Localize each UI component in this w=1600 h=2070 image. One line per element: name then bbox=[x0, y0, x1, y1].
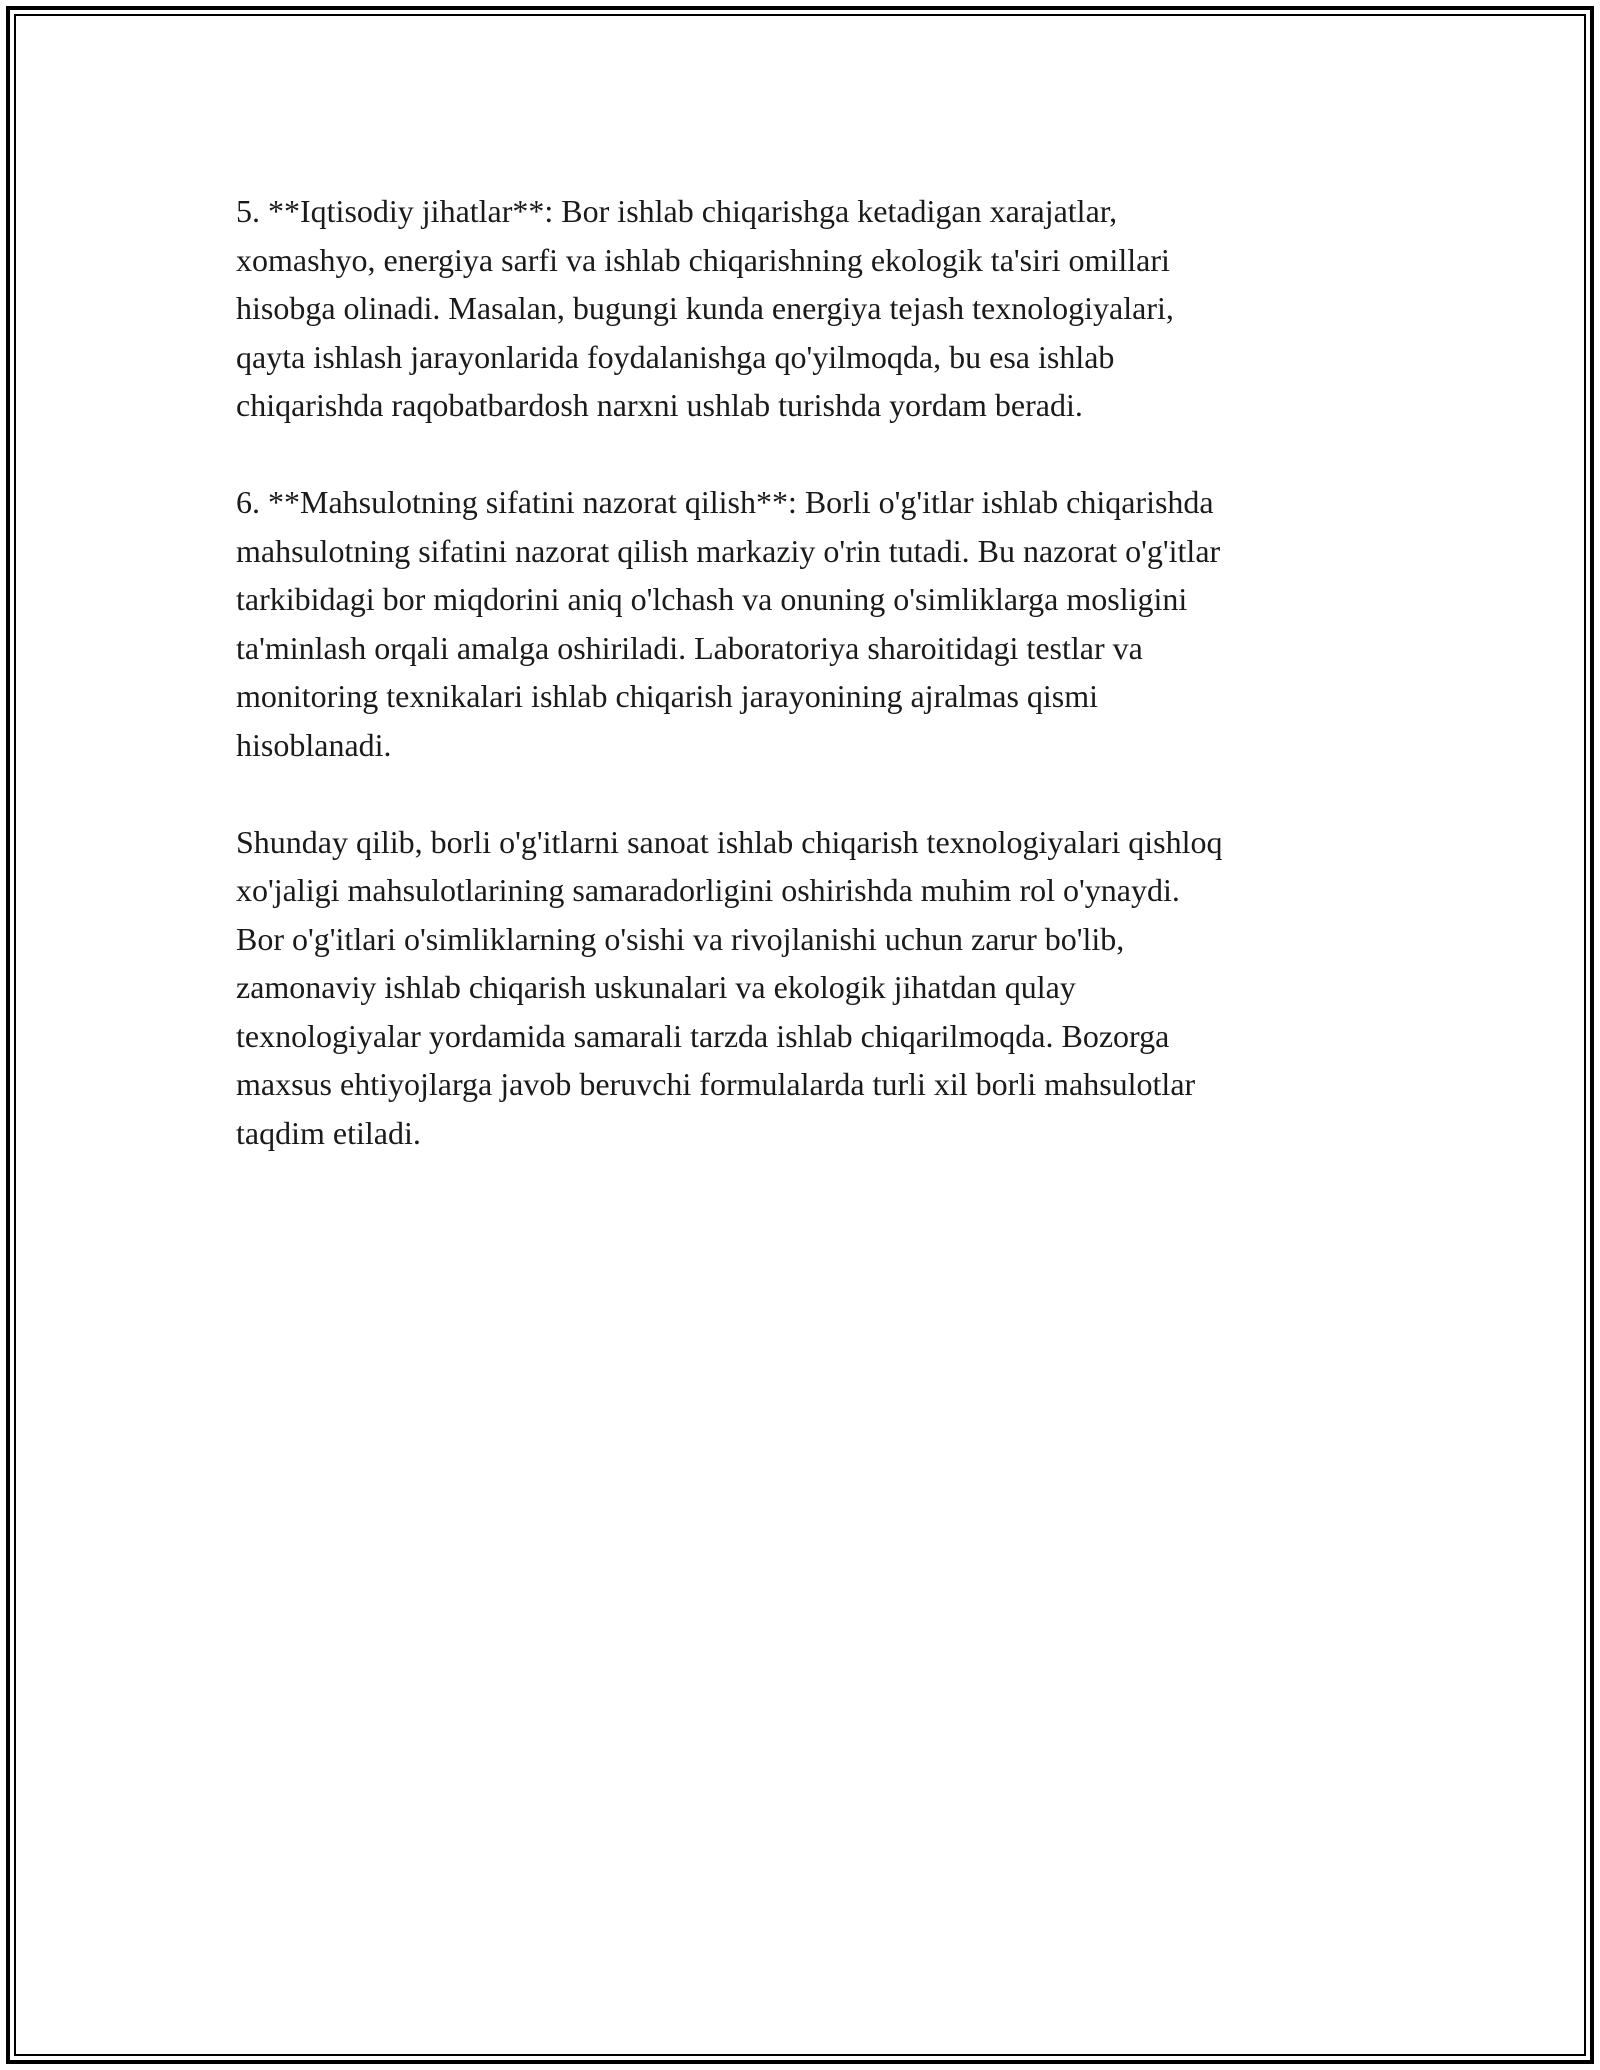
paragraph-economic-aspects: 5. **Iqtisodiy jihatlar**: Bor ishlab chiqarishga ketadigan xarajatlar, xomashyo, energiya sarfi va ishlab chiqarishning ekologik ta'siri omillari hisobga olinadi. Masalan, bugungi kunda energiya tejash texnologiyalari, qayta ishlash jarayonlarida foydalanishga qo'yilmoqda, bu esa ishlab chiqarishda raqobatbardosh narxni ushlab turishda yordam beradi. bbox=[236, 193, 1174, 423]
document-body bbox=[236, 187, 1386, 1206]
paragraph-quality-control: 6. **Mahsulotning sifatini nazorat qilish**: Borli o'g'itlar ishlab chiqarishda mahsulotning sifatini nazorat qilish markaziy o'rin tutadi. Bu nazorat o'g'itlar tarkibidagi bor miqdorini aniq o'lchash va onuning o'simliklarga mosligini ta'minlash orqali amalga oshiriladi. Laboratoriya sharoitidagi testlar va monitoring texnikalari ishlab chiqarish jarayonining ajralmas qismi hisoblanadi. bbox=[236, 484, 1221, 763]
paragraph-conclusion: Shunday qilib, borli o'g'itlarni sanoat ishlab chiqarish texnologiyalari qishloq xo'jaligi mahsulotlarining samaradorligini oshirishda muhim rol o'ynaydi. Bor o'g'itlari o'simliklarning o'sishi va rivojlanishi uchun zarur bo'lib, zamonaviy ishlab chiqarish uskunalari va ekologik jihatdan qulay texnologiyalar yordamida samarali tarzda ishlab chiqarilmoqda. Bozorga maxsus ehtiyojlarga javob beruvchi formulalarda turli xil borli mahsulotlar taqdim etiladi. bbox=[236, 823, 1223, 1151]
